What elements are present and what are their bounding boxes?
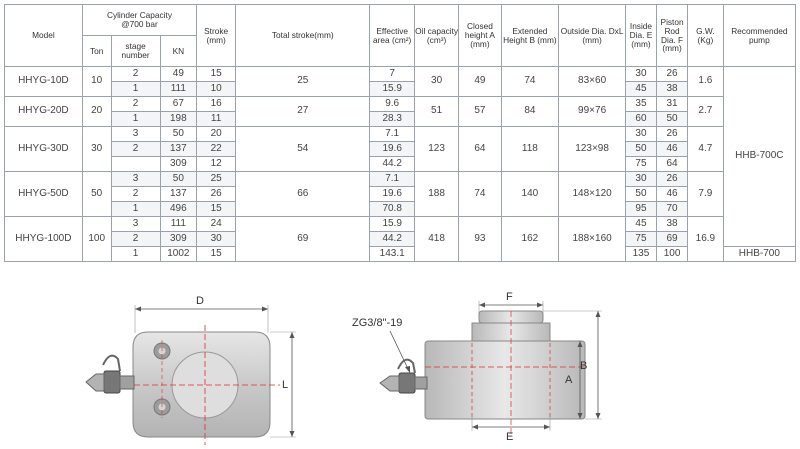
header-recommended-pump: Recommended pump xyxy=(723,5,795,67)
header-model: Model xyxy=(5,5,83,67)
table-row xyxy=(5,142,796,157)
header-stroke: Stroke (mm) xyxy=(197,5,236,67)
header-kn: KN xyxy=(160,36,197,67)
cell-inside-dia: 95 xyxy=(625,202,656,217)
cell-piston-rod-dia: 26 xyxy=(657,67,688,82)
cell-stage: 2 xyxy=(111,67,160,82)
cell-gw: 4.7 xyxy=(688,127,724,172)
cell-inside-dia: 45 xyxy=(625,217,656,232)
cell-piston-rod-dia: 31 xyxy=(657,97,688,112)
cell-piston-rod-dia: 46 xyxy=(657,142,688,157)
header-closed-height: Closed height A (mm) xyxy=(459,5,501,67)
cell-stage xyxy=(111,157,160,172)
cell-kn: 1002 xyxy=(160,247,197,262)
cell-stroke: 10 xyxy=(197,82,236,97)
table-row xyxy=(5,127,796,142)
table-row xyxy=(5,82,796,97)
header-effective-area: Effective area (cm²) xyxy=(370,5,414,67)
cell-stage: 1 xyxy=(111,202,160,217)
header-cylinder-capacity-title: Cylinder Capacity xyxy=(106,10,172,21)
cell-oil-capacity: 123 xyxy=(414,127,458,172)
cell-total-stroke: 25 xyxy=(236,67,370,97)
cell-extended-height: 84 xyxy=(501,97,559,127)
cell-outside-dia: 83×60 xyxy=(559,67,626,97)
cell-stroke: 22 xyxy=(197,142,236,157)
cell-effective-area: 7.1 xyxy=(370,127,414,142)
header-inside-dia: Inside Dia. E (mm) xyxy=(625,5,656,67)
cell-oil-capacity: 30 xyxy=(414,67,458,97)
cell-effective-area: 143.1 xyxy=(370,247,414,262)
table-row xyxy=(5,187,796,202)
cell-total-stroke: 27 xyxy=(236,97,370,127)
header-cylinder-capacity-sub: @700 bar xyxy=(121,19,158,29)
cell-stroke: 12 xyxy=(197,157,236,172)
cell-model: HHYG-50D xyxy=(5,172,83,217)
cell-oil-capacity: 51 xyxy=(414,97,458,127)
dimension-d xyxy=(135,295,268,333)
cell-ton: 20 xyxy=(82,97,111,127)
cell-stage: 1 xyxy=(111,247,160,262)
cell-closed-height: 64 xyxy=(459,127,501,172)
cell-piston-rod-dia: 64 xyxy=(657,157,688,172)
cell-stage: 3 xyxy=(111,127,160,142)
label-f: F xyxy=(506,291,513,303)
cell-closed-height: 57 xyxy=(459,97,501,127)
table-head xyxy=(5,5,796,67)
cell-recommended-pump: HHB-700C xyxy=(723,67,795,247)
cell-gw: 2.7 xyxy=(688,97,724,127)
cell-effective-area: 7 xyxy=(370,67,414,82)
table-row xyxy=(5,217,796,232)
cell-inside-dia: 35 xyxy=(625,97,656,112)
cell-outside-dia: 148×120 xyxy=(559,172,626,217)
cell-stage: 3 xyxy=(111,172,160,187)
cell-closed-height: 74 xyxy=(459,172,501,217)
cell-effective-area: 9.6 xyxy=(370,97,414,112)
coupler-fitting-side xyxy=(380,360,427,393)
header-extended-height: Extended Height B (mm) xyxy=(501,5,559,67)
table-row xyxy=(5,202,796,217)
cell-gw: 7.9 xyxy=(688,172,724,217)
table-body xyxy=(5,67,796,262)
spec-table xyxy=(4,4,796,262)
cell-kn: 137 xyxy=(160,142,197,157)
cell-outside-dia: 123×98 xyxy=(559,127,626,172)
header-gw: G.W. (Kg) xyxy=(688,5,724,67)
cell-kn: 49 xyxy=(160,67,197,82)
cell-piston-rod-dia: 46 xyxy=(657,187,688,202)
cell-effective-area: 15.9 xyxy=(370,82,414,97)
label-l: L xyxy=(282,379,289,391)
coupler-fitting xyxy=(86,356,134,393)
cell-inside-dia: 30 xyxy=(625,127,656,142)
cell-piston-rod-dia: 100 xyxy=(657,247,688,262)
table-row xyxy=(5,112,796,127)
label-a: A xyxy=(565,374,573,386)
header-stage-number: stage number xyxy=(111,36,160,67)
header-total-stroke: Total stroke(mm) xyxy=(236,5,370,67)
cell-ton: 30 xyxy=(82,127,111,172)
cell-recommended-pump: HHB-700 xyxy=(723,247,795,262)
table-row xyxy=(5,172,796,187)
cell-stage: 3 xyxy=(111,217,160,232)
cell-total-stroke: 66 xyxy=(236,172,370,217)
technical-drawing xyxy=(0,285,800,449)
cell-stage: 2 xyxy=(111,97,160,112)
cell-model: HHYG-20D xyxy=(5,97,83,127)
cell-inside-dia: 30 xyxy=(625,67,656,82)
cell-kn: 198 xyxy=(160,112,197,127)
cell-inside-dia: 30 xyxy=(625,172,656,187)
top-view xyxy=(86,295,296,445)
cell-oil-capacity: 188 xyxy=(414,172,458,217)
cell-inside-dia: 50 xyxy=(625,142,656,157)
dimension-l xyxy=(270,332,296,437)
cell-stroke: 25 xyxy=(197,172,236,187)
cell-inside-dia: 75 xyxy=(625,232,656,247)
cell-stroke: 26 xyxy=(197,187,236,202)
table-row xyxy=(5,97,796,112)
cell-kn: 309 xyxy=(160,232,197,247)
header-ton: Ton xyxy=(82,36,111,67)
cell-kn: 111 xyxy=(160,82,197,97)
cell-piston-rod-dia: 69 xyxy=(657,232,688,247)
cell-kn: 496 xyxy=(160,202,197,217)
cell-inside-dia: 50 xyxy=(625,187,656,202)
cell-total-stroke: 54 xyxy=(236,127,370,172)
cell-stroke: 20 xyxy=(197,127,236,142)
cell-outside-dia: 99×76 xyxy=(559,97,626,127)
cell-piston-rod-dia: 26 xyxy=(657,172,688,187)
cell-extended-height: 74 xyxy=(501,67,559,97)
cell-extended-height: 140 xyxy=(501,172,559,217)
side-view xyxy=(352,291,602,443)
cell-kn: 67 xyxy=(160,97,197,112)
header-cylinder-capacity xyxy=(82,5,196,36)
cylinder-body-side xyxy=(425,341,588,419)
cell-stroke: 30 xyxy=(197,232,236,247)
cell-stage: 2 xyxy=(111,142,160,157)
cell-effective-area: 15.9 xyxy=(370,217,414,232)
header-oil-capacity: Oil capacity (cm³) xyxy=(414,5,458,67)
cell-gw: 16.9 xyxy=(688,217,724,262)
cell-stage: 2 xyxy=(111,232,160,247)
label-thread: ZG3/8"-19 xyxy=(352,317,403,329)
cell-inside-dia: 135 xyxy=(625,247,656,262)
cell-piston-rod-dia: 26 xyxy=(657,127,688,142)
cell-extended-height: 162 xyxy=(501,217,559,262)
cell-closed-height: 49 xyxy=(459,67,501,97)
cell-ton: 10 xyxy=(82,67,111,97)
cell-effective-area: 28.3 xyxy=(370,112,414,127)
cell-piston-rod-dia: 38 xyxy=(657,82,688,97)
header-piston-rod-dia: Piston Rod Dia. F (mm) xyxy=(657,5,688,67)
cell-kn: 137 xyxy=(160,187,197,202)
cell-outside-dia: 188×160 xyxy=(559,217,626,262)
cell-kn: 50 xyxy=(160,127,197,142)
cell-effective-area: 7.1 xyxy=(370,172,414,187)
label-e: E xyxy=(506,431,514,443)
cell-extended-height: 118 xyxy=(501,127,559,172)
cell-effective-area: 44.2 xyxy=(370,157,414,172)
table-row xyxy=(5,232,796,247)
header-outside-dia: Outside Dia. DxL (mm) xyxy=(559,5,626,67)
cell-stroke: 15 xyxy=(197,202,236,217)
cell-stroke: 24 xyxy=(197,217,236,232)
cell-piston-rod-dia: 38 xyxy=(657,217,688,232)
cell-stroke: 15 xyxy=(197,247,236,262)
cell-piston-rod-dia: 70 xyxy=(657,202,688,217)
cell-kn: 111 xyxy=(160,217,197,232)
cell-closed-height: 93 xyxy=(459,217,501,262)
cell-effective-area: 19.6 xyxy=(370,142,414,157)
cell-ton: 50 xyxy=(82,172,111,217)
label-b: B xyxy=(580,360,588,372)
cell-ton: 100 xyxy=(82,217,111,262)
cell-kn: 309 xyxy=(160,157,197,172)
cell-model: HHYG-10D xyxy=(5,67,83,97)
cell-stage: 2 xyxy=(111,187,160,202)
label-d: D xyxy=(196,295,204,307)
table-row xyxy=(5,67,796,82)
cell-oil-capacity: 418 xyxy=(414,217,458,262)
cell-stroke: 11 xyxy=(197,112,236,127)
cell-effective-area: 70.8 xyxy=(370,202,414,217)
table-row xyxy=(5,247,796,262)
cell-gw: 1.6 xyxy=(688,67,724,97)
cell-effective-area: 44.2 xyxy=(370,232,414,247)
cell-stage: 1 xyxy=(111,82,160,97)
cell-inside-dia: 60 xyxy=(625,112,656,127)
cell-kn: 50 xyxy=(160,172,197,187)
cell-inside-dia: 75 xyxy=(625,157,656,172)
cell-model: HHYG-30D xyxy=(5,127,83,172)
cell-stroke: 15 xyxy=(197,67,236,82)
table-row xyxy=(5,157,796,172)
cell-effective-area: 19.6 xyxy=(370,187,414,202)
dimension-f xyxy=(479,291,543,313)
cell-inside-dia: 45 xyxy=(625,82,656,97)
cell-piston-rod-dia: 50 xyxy=(657,112,688,127)
cell-stage: 1 xyxy=(111,112,160,127)
cell-model: HHYG-100D xyxy=(5,217,83,262)
cell-stroke: 16 xyxy=(197,97,236,112)
cell-total-stroke: 69 xyxy=(236,217,370,262)
